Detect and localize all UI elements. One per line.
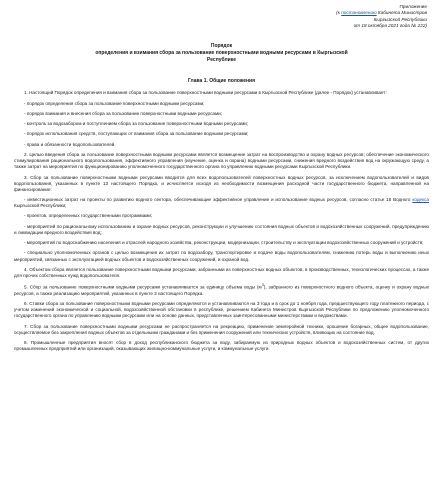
paragraph-1-item-d: - порядок использования средств, поступающих от взимания сбора за пользование водными ресурсами; <box>24 131 249 137</box>
appendix-line-3: от 18 октября 2021 года № 222) <box>353 23 427 29</box>
paragraph-8: 8. Промышленные предприятия вносят сбор в доход республиканского бюджета за воду, забираемую из природных водных объектов и водохозяйственных систем, от других промышленных предприятий или организаций, оказывающих жилищно-коммунальные услуги, и коммунальные услуги. <box>14 340 429 352</box>
paragraph-3-item-a-suffix: Кыргызской Республики; <box>14 203 67 209</box>
water-code-link[interactable]: кодекса <box>412 197 429 203</box>
paragraph-1: 1. Настоящий Порядок определения и взимания сбора за пользование поверхностными водными ресурсами в Кыргызской Республике (далее - Порядок) устанавливает: <box>24 90 387 96</box>
appendix-label: Приложение <box>399 4 427 9</box>
paragraph-6: 6. Ставки сбора за пользование поверхностными водными ресурсами определяются и устанавливаются на 3 года и в срок до 1 ноября года, предшествующего году платежного периода, с учетом изменений экономической и социальной, водохозяйственной обстановки в республике, решением Кабинета Министров Кыргызской Республики по предложению уполномоченного государственного органа по управлению водными ресурсами или на основе данных, представленных заинтересованными министерствами и ведомствами. <box>14 301 429 319</box>
paragraph-5 <box>14 283 429 297</box>
paragraph-2: 2. Целью введения сбора за пользование поверхностными водными ресурсами является возмещение затрат на воспроизводство и охрану водных ресурсов; обеспечение экономического стимулирования рационального водопользования, эффективного управления (изучение, оценка и охрана) водными ресурсами, снижения вредного воздействия вод на окружающую среду, а также затрат на мероприятия по функционированию уполномоченного государственного органа по управлению водными ресурсами Кыргызской Республики. <box>14 152 429 170</box>
paragraph-1-item-e: - права и обязанности водопользователей. <box>24 141 116 147</box>
paragraph-5-suffix: ), забранного из поверхностного водного объекта, оценку и охрану водных ресурсов, а также реализацию мероприятий, указанных в пункте 3 настоящего Порядка. <box>14 284 429 296</box>
paragraph-1-item-c: - контроль за водозабором и поступлением сбора за пользование поверхностными водными ресурсами; <box>24 121 249 127</box>
paragraph-1-item-a: - порядок определения сбора за пользование поверхностными водными ресурсами; <box>24 100 205 106</box>
paragraph-1-item-b: - порядок взимания и внесения сбора за пользование поверхностными водными ресурсами; <box>24 110 222 116</box>
chapter-heading: Глава 1. Общие положения <box>187 77 256 84</box>
appendix-line-2: Кыргызской Республики <box>373 16 427 22</box>
paragraph-3-item-a <box>14 197 429 209</box>
paragraph-3-item-c: - мероприятий по рациональному использованию и охране водных ресурсов, реконструкции и улучшению состояния водных объектов и водохозяйственных сооружений, предупреждению и ликвидации вредного воздействия вод; <box>14 223 429 235</box>
paragraph-3-item-b: - проектов, определенных государственными программами; <box>24 213 153 219</box>
document-title <box>14 43 429 63</box>
paragraph-5-prefix: 5. Сбор за пользование поверхностными водными ресурсами устанавливается за единицу объема воды (м <box>24 284 262 290</box>
title-line-1: Порядок <box>210 43 233 50</box>
paragraph-7: 7. Сбор за пользование поверхностными водными ресурсами не распространяется на рекреацию, применение землеройной техники, орошение богарных, общее водопользование, осуществляемое без закрепления водных объектов за отдельными гражданами и без применения сооружений или технических устройств, влияющих на состояние вод. <box>14 323 429 335</box>
cubic-superscript: 3 <box>261 283 264 288</box>
paragraph-3: 3. Сбор за пользование поверхностными водными ресурсами вводится для всех водопользователей поверхностных водных ресурсов, за исключением водопользователей и видов водопользования, указанных в пункте 13 настоящего Порядка, и исчисляется исходя из необходимости возмещения расходной части государственного бюджета, направленной на финансирование: <box>14 174 429 192</box>
title-line-3: Республике <box>206 56 236 63</box>
paragraph-3-item-a-prefix: - инвестиционных затрат на проекты по развитию водного сектора, обеспечивающие эффективное управление и использование водных ресурсов, согласно статье 18 Водного <box>24 197 413 203</box>
appendix-block <box>14 4 427 29</box>
appendix-line-1-prefix: (к <box>336 10 342 16</box>
paragraph-3-item-d: - мероприятий по водоснабжению населения и отраслей народного хозяйства, реконструкции, модернизации, строительству и эксплуатации водохозяйственных сооружений и устройств; <box>24 240 424 246</box>
paragraph-4: 4. Объектом сбора является пользование поверхностными водными ресурсами, забранными из поверхностных водных объектов, в производственных, технологических процессах, а также для прочих собственных нужд водопользователя. <box>14 266 429 278</box>
title-line-2: определения и взимания сбора за пользование поверхностными водными ресурсами в Кыргызской <box>95 50 348 57</box>
appendix-line-1-suffix: Кабинета Министров <box>376 10 427 16</box>
resolution-link[interactable]: постановлению <box>341 10 377 16</box>
paragraph-3-item-e: - специально уполномоченных органов с целью возмещения их затрат по водозабору, транспортировке и подаче воды водопользователям, снижению потерь воды и выполнению иных мероприятий, связанных с эксплуатацией водных объектов и водохозяйственных сооружений, и охраной вод. <box>14 250 429 262</box>
